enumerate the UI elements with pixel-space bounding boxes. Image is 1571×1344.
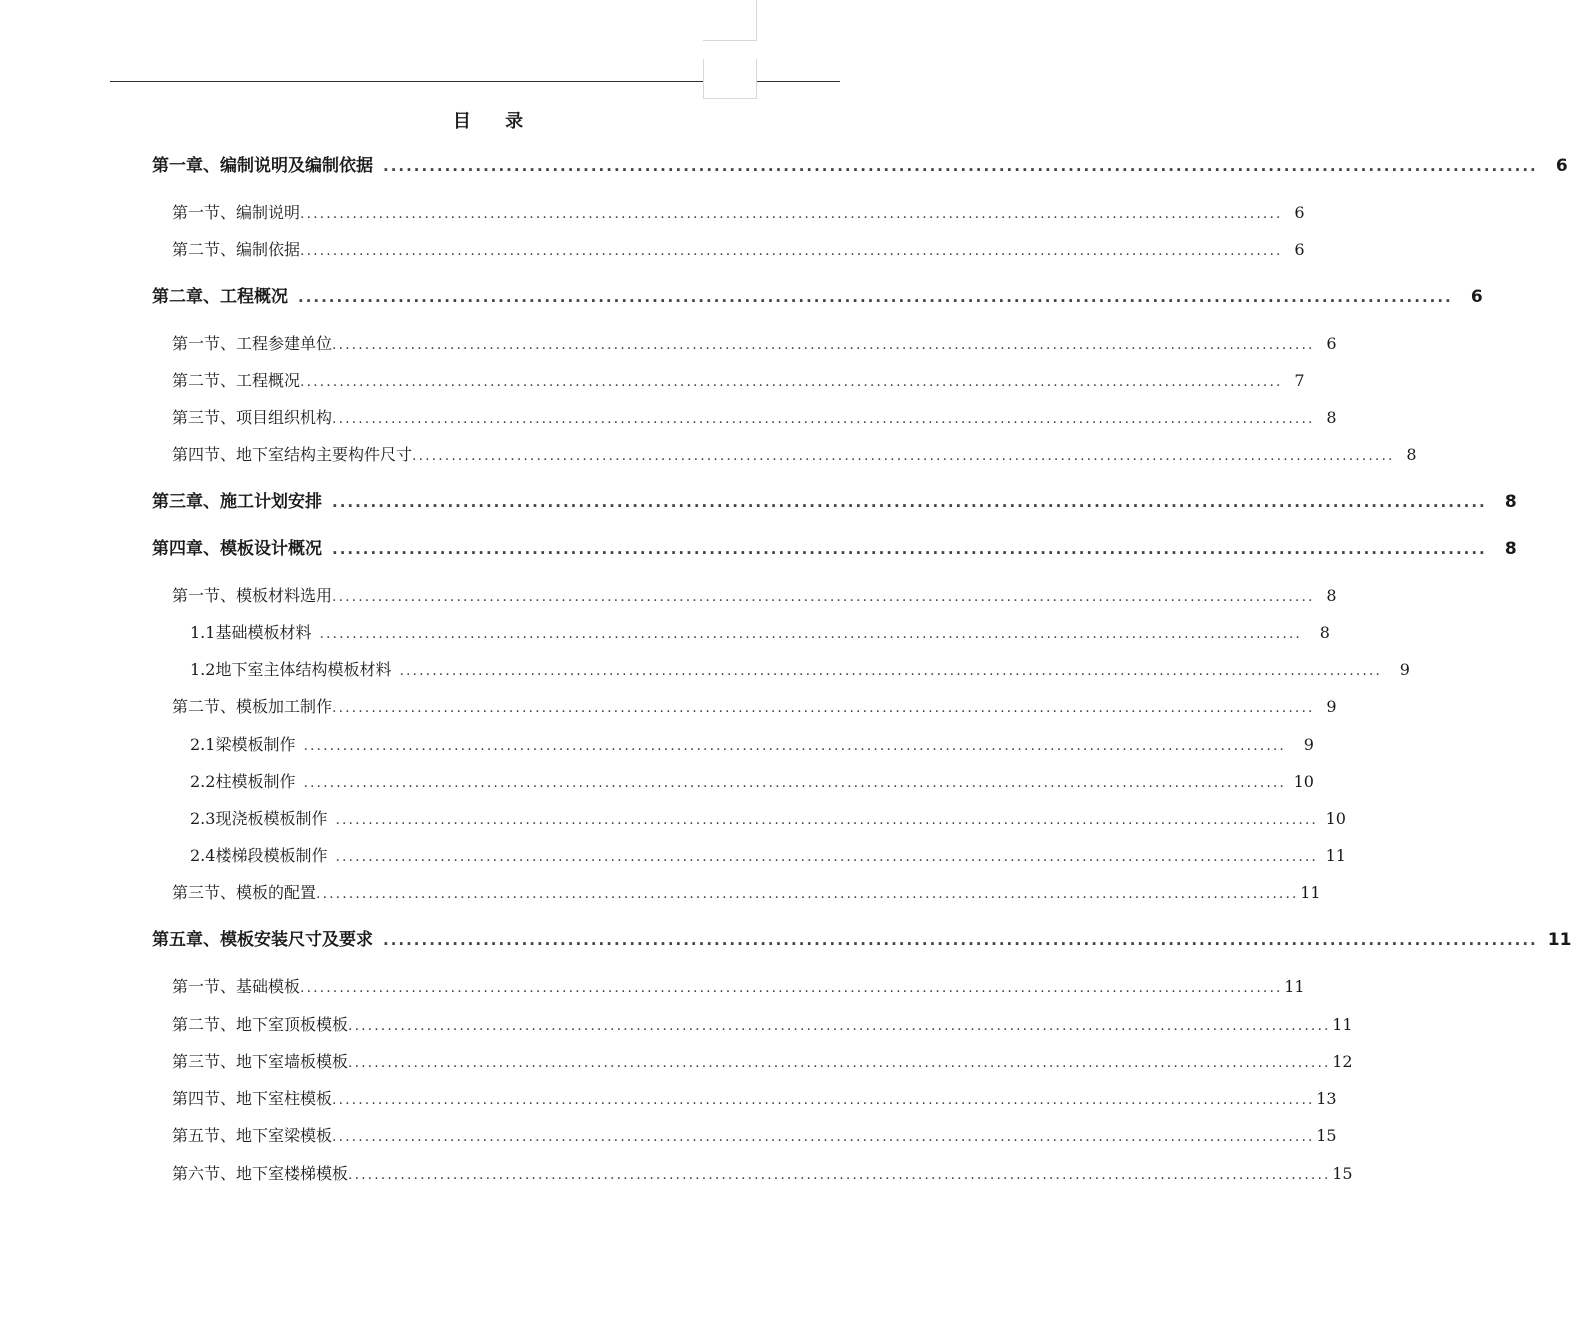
toc-entry-label: 第五章、模板安装尺寸及要求: [152, 930, 373, 950]
page-corner-mark: [703, 0, 757, 41]
toc-entry-label: 第五节、地下室梁模板: [172, 1126, 333, 1145]
dot-leader: ......................................................................................................................................................: [300, 206, 1283, 222]
toc-entry-page: 8: [1319, 623, 1330, 642]
toc-entry-page: 9: [1303, 735, 1314, 754]
toc-entry-page: 11: [1284, 977, 1305, 996]
dot-leader: ......................................................................................................................................................: [300, 243, 1283, 259]
toc-subsection-entry[interactable]: [190, 621, 1330, 645]
toc-entry-label: 2.3现浇板模板制作: [190, 809, 328, 828]
toc-entry-page: 9: [1326, 697, 1337, 716]
toc-section-entry[interactable]: [172, 1087, 1337, 1111]
toc-entry-label: 1.1基础模板材料: [190, 623, 312, 642]
toc-subsection-entry[interactable]: [190, 844, 1346, 868]
toc-entry-page: 8: [1326, 408, 1337, 427]
toc-entry-label: 第四节、地下室结构主要构件尺寸: [172, 445, 413, 464]
dot-leader: ......................................................................................................................................................: [332, 337, 1315, 353]
toc-entry-label: 第三章、施工计划安排: [152, 492, 322, 512]
toc-section-entry[interactable]: [172, 369, 1305, 393]
toc-entry-label: 第四章、模板设计概况: [152, 539, 322, 559]
toc-section-entry[interactable]: [172, 695, 1337, 719]
toc-chapter-entry[interactable]: [152, 537, 1517, 561]
dot-leader: ......................................................................................................................................................: [303, 775, 1286, 791]
toc-section-entry[interactable]: [172, 1124, 1337, 1148]
toc-entry-page: 15: [1332, 1164, 1353, 1183]
dot-leader: ......................................................................................................................................................: [303, 738, 1286, 754]
toc-section-entry[interactable]: [172, 584, 1337, 608]
toc-entry-page: 15: [1316, 1126, 1337, 1145]
toc-entry-page: 11: [1332, 1015, 1353, 1034]
toc-subsection-entry[interactable]: [190, 807, 1346, 831]
toc-entry-page: 6: [1326, 334, 1337, 353]
toc-chapter-entry[interactable]: [152, 154, 1568, 178]
dot-leader: ......................................................................................................................................................: [332, 540, 1487, 558]
toc-entry-page: 8: [1406, 445, 1417, 464]
dot-leader: ......................................................................................................................................................: [319, 626, 1302, 642]
toc-subsection-entry[interactable]: [190, 733, 1314, 757]
dot-leader: ......................................................................................................................................................: [300, 980, 1283, 996]
toc-entry-page: 11: [1547, 930, 1571, 950]
toc-entry-page: 8: [1504, 539, 1517, 559]
toc-entry-label: 2.4楼梯段模板制作: [190, 846, 328, 865]
toc-section-entry[interactable]: [172, 443, 1417, 467]
toc-entry-label: 第六节、地下室楼梯模板: [172, 1164, 349, 1183]
dot-leader: ......................................................................................................................................................: [300, 374, 1283, 390]
toc-section-entry[interactable]: [172, 332, 1337, 356]
toc-entry-label: 第二节、编制依据: [172, 240, 301, 259]
dot-leader: ......................................................................................................................................................: [332, 1129, 1315, 1145]
toc-entry-label: 第二节、地下室顶板模板: [172, 1015, 349, 1034]
dot-leader: ......................................................................................................................................................: [298, 288, 1453, 306]
toc-title: 目 录: [452, 111, 538, 132]
toc-subsection-entry[interactable]: [190, 658, 1410, 682]
toc-entry-page: 6: [1294, 203, 1305, 222]
toc-entry-label: 第二节、工程概况: [172, 371, 301, 390]
toc-entry-label: 第三节、模板的配置: [172, 883, 317, 902]
toc-chapter-entry[interactable]: [152, 285, 1483, 309]
toc-entry-label: 2.2柱模板制作: [190, 772, 296, 791]
toc-entry-page: 8: [1504, 492, 1517, 512]
dot-leader: ......................................................................................................................................................: [383, 157, 1538, 175]
dot-leader: ......................................................................................................................................................: [412, 448, 1395, 464]
toc-section-entry[interactable]: [172, 201, 1305, 225]
toc-entry-label: 第二节、模板加工制作: [172, 697, 333, 716]
toc-entry-label: 第一节、工程参建单位: [172, 334, 333, 353]
toc-entry-label: 第四节、地下室柱模板: [172, 1089, 333, 1108]
toc-section-entry[interactable]: [172, 1013, 1353, 1037]
toc-section-entry[interactable]: [172, 975, 1305, 999]
toc-entry-page: 6: [1555, 156, 1568, 176]
toc-section-entry[interactable]: [172, 238, 1305, 262]
toc-chapter-entry[interactable]: [152, 490, 1517, 514]
dot-leader: ......................................................................................................................................................: [383, 931, 1538, 949]
dot-leader: ......................................................................................................................................................: [332, 411, 1315, 427]
toc-entry-page: 7: [1294, 371, 1305, 390]
dot-leader: ......................................................................................................................................................: [332, 1092, 1315, 1108]
toc-entry-label: 第一节、模板材料选用: [172, 586, 333, 605]
dot-leader: ......................................................................................................................................................: [348, 1018, 1331, 1034]
toc-entry-label: 1.2地下室主体结构模板材料: [190, 660, 392, 679]
toc-section-entry[interactable]: [172, 881, 1321, 905]
dot-leader: ......................................................................................................................................................: [332, 589, 1315, 605]
toc-entry-page: 10: [1325, 809, 1346, 828]
toc-section-entry[interactable]: [172, 1050, 1353, 1074]
toc-entry-page: 12: [1332, 1052, 1353, 1071]
toc-entry-page: 11: [1325, 846, 1346, 865]
dot-leader: ......................................................................................................................................................: [399, 663, 1382, 679]
toc-entry-page: 11: [1300, 883, 1321, 902]
toc-entry-page: 6: [1294, 240, 1305, 259]
dot-leader: ......................................................................................................................................................: [348, 1167, 1331, 1183]
toc-entry-page: 10: [1293, 772, 1314, 791]
toc-section-entry[interactable]: [172, 1162, 1353, 1186]
dot-leader: ......................................................................................................................................................: [335, 812, 1318, 828]
toc-chapter-entry[interactable]: [152, 928, 1571, 952]
dot-leader: ......................................................................................................................................................: [316, 886, 1299, 902]
toc-entry-page: 6: [1470, 287, 1483, 307]
toc-entry-label: 第三节、项目组织机构: [172, 408, 333, 427]
toc-entry-label: 第二章、工程概况: [152, 287, 288, 307]
toc-entry-label: 第一节、基础模板: [172, 977, 301, 996]
page-corner-mark: [703, 59, 757, 99]
toc-entry-label: 第一节、编制说明: [172, 203, 301, 222]
toc-entry-label: 第三节、地下室墙板模板: [172, 1052, 349, 1071]
dot-leader: ......................................................................................................................................................: [332, 493, 1487, 511]
toc-entry-label: 2.1梁模板制作: [190, 735, 296, 754]
toc-subsection-entry[interactable]: [190, 770, 1314, 794]
toc-entry-label: 第一章、编制说明及编制依据: [152, 156, 373, 176]
toc-entry-page: 9: [1399, 660, 1410, 679]
toc-section-entry[interactable]: [172, 406, 1337, 430]
dot-leader: ......................................................................................................................................................: [335, 849, 1318, 865]
dot-leader: ......................................................................................................................................................: [348, 1055, 1331, 1071]
dot-leader: ......................................................................................................................................................: [332, 700, 1315, 716]
toc-entry-page: 13: [1316, 1089, 1337, 1108]
toc-entry-page: 8: [1326, 586, 1337, 605]
